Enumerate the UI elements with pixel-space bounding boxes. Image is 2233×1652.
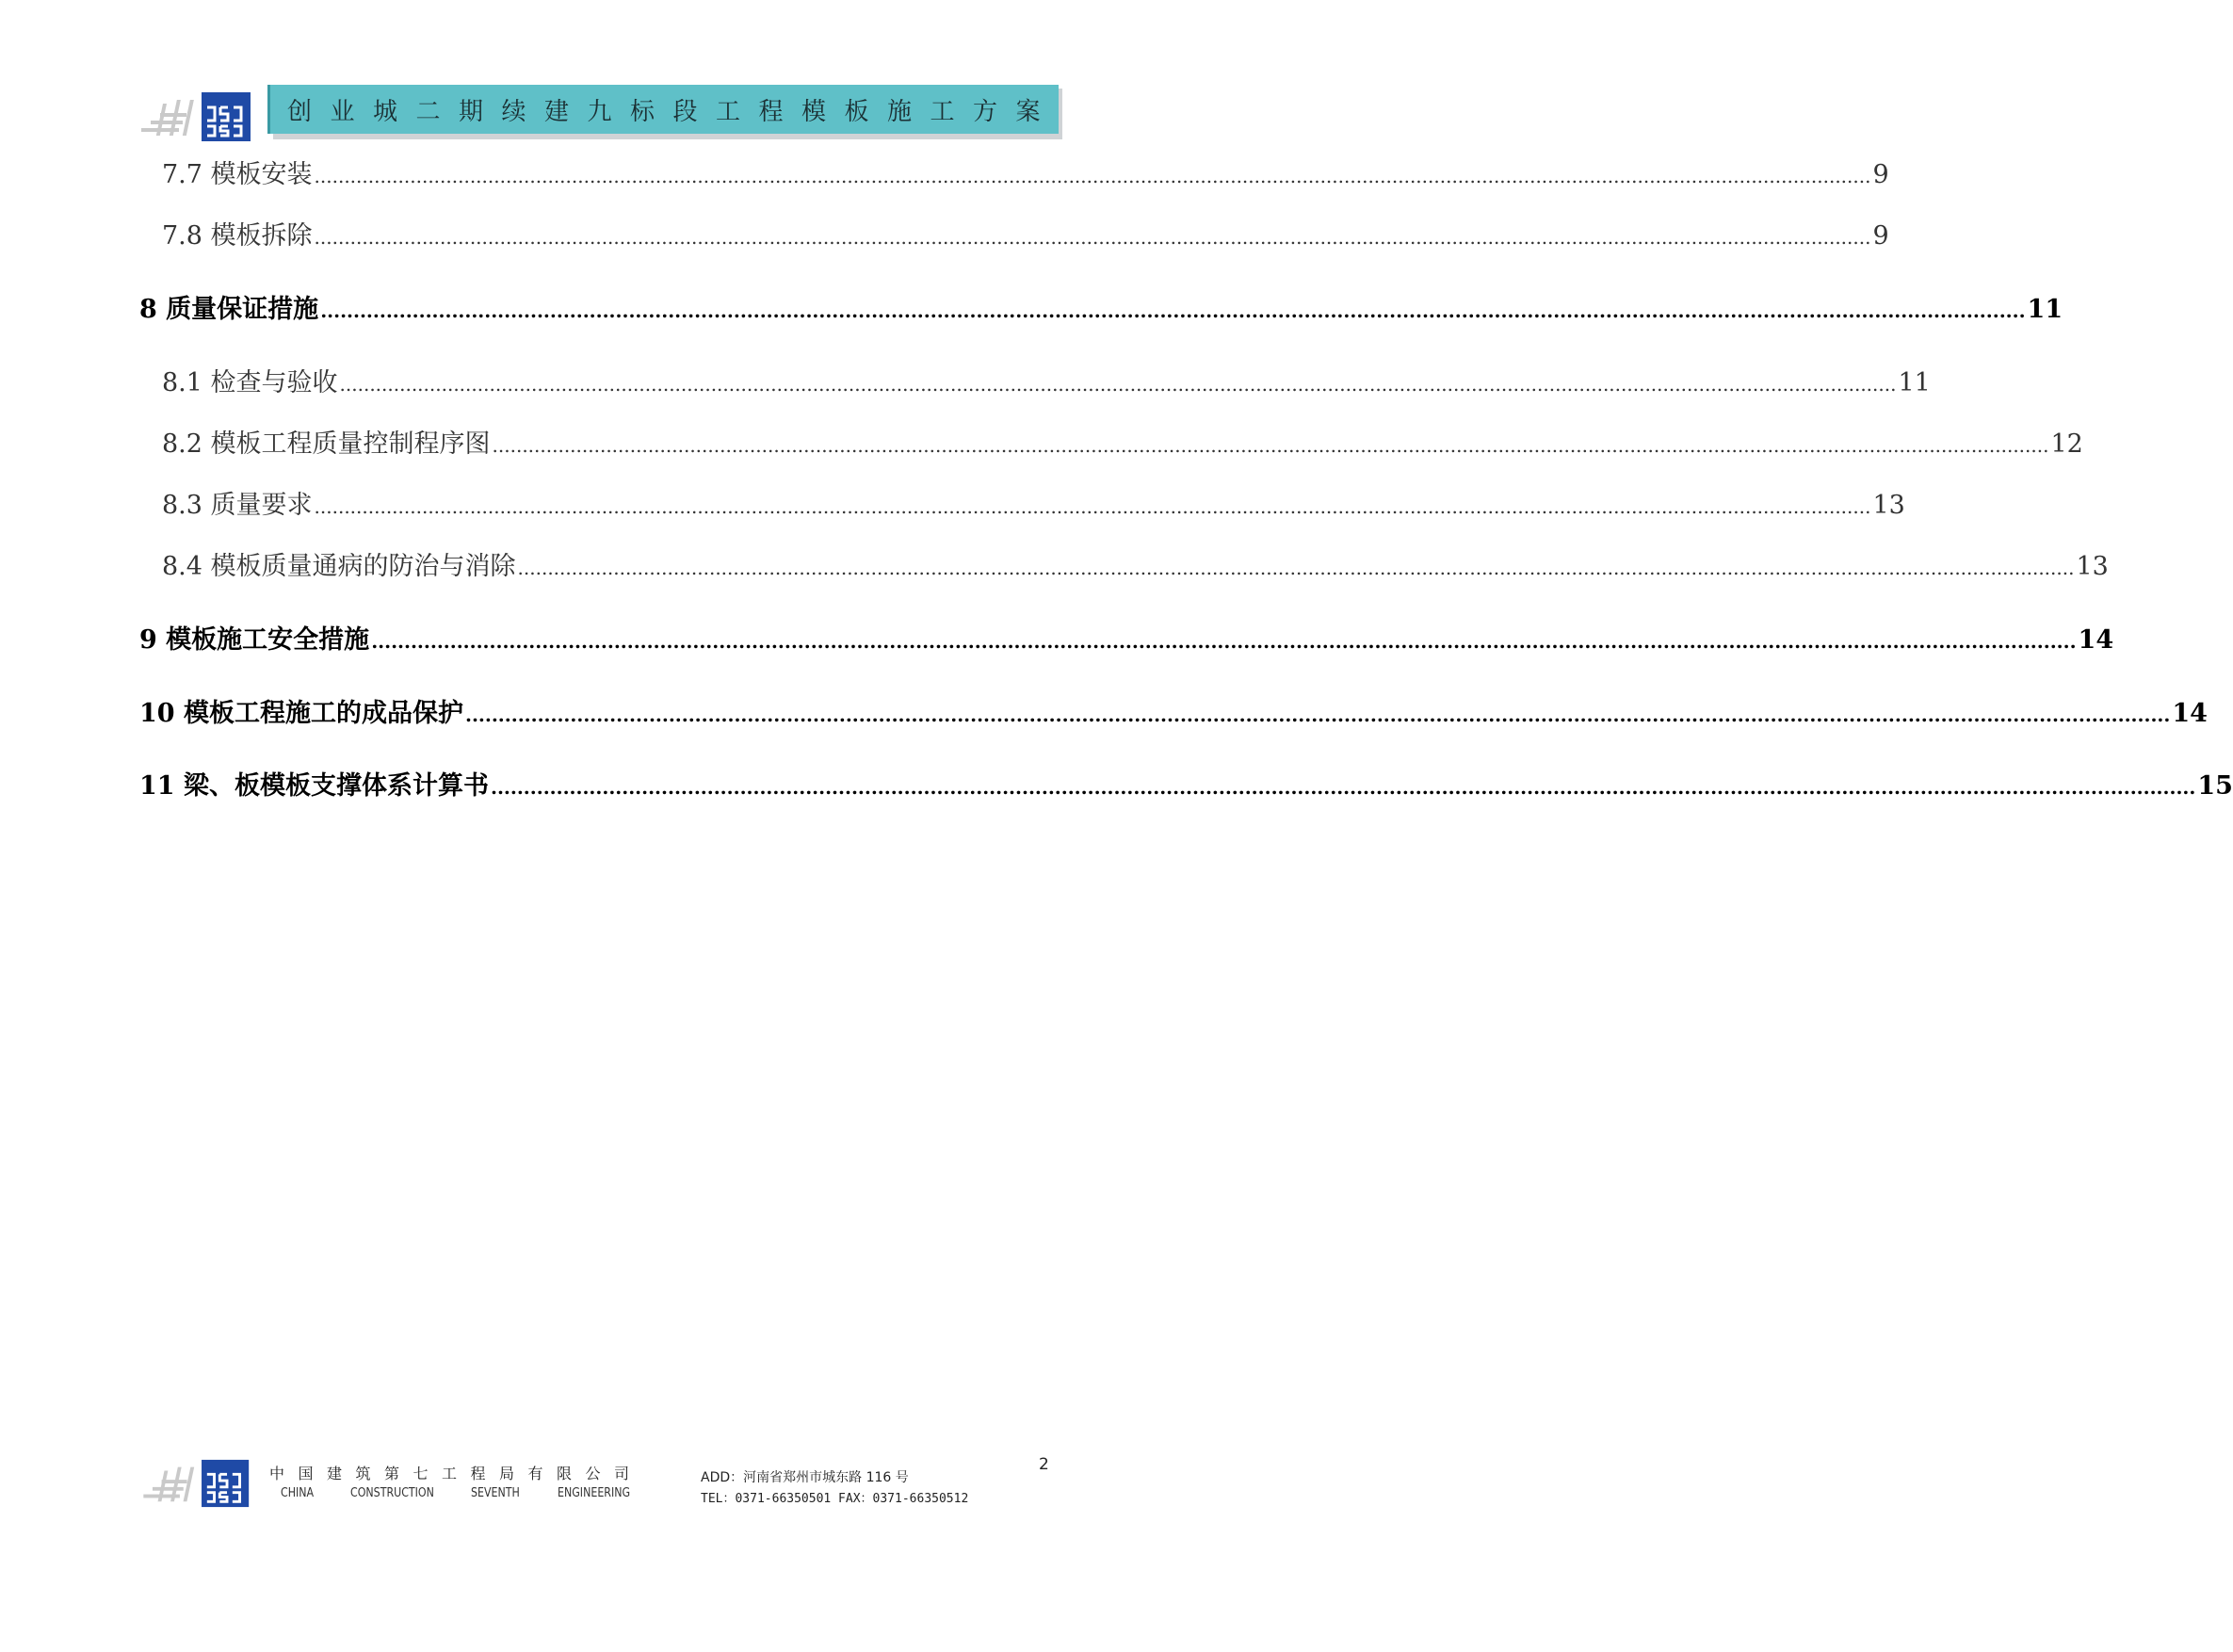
- footer-company-name-en-2: CONSTRUCTION: [350, 1486, 434, 1500]
- toc-entry[interactable]: [162, 362, 1931, 398]
- toc-entry-page: 15: [2197, 771, 2233, 801]
- company-logo: [141, 90, 264, 143]
- toc-entry[interactable]: [139, 765, 2233, 802]
- toc-dot-leader: ....................................................................................................................................................................................................................................................................: [492, 434, 2049, 457]
- toc-entry[interactable]: [139, 288, 2063, 325]
- toc-entry[interactable]: [162, 545, 2109, 582]
- page-number: 2: [1039, 1455, 1049, 1474]
- toc-entry[interactable]: [139, 619, 2114, 656]
- toc-entry-page: 9: [1872, 221, 1889, 251]
- footer-company-name-cn: 中国建筑第七工程局有限公司: [269, 1465, 643, 1482]
- toc-entry-label: 8 质量保证措施: [139, 295, 319, 324]
- toc-dot-leader: ....................................................................................................................................................................................................................................................................: [320, 300, 2026, 322]
- footer-company-name-en-1: CHINA: [281, 1486, 315, 1500]
- toc-dot-leader: ....................................................................................................................................................................................................................................................................: [339, 373, 1897, 396]
- header-band: [267, 85, 1059, 134]
- footer-company-name-en-3: SEVENTH: [471, 1486, 520, 1500]
- toc-dot-leader: ....................................................................................................................................................................................................................................................................: [314, 495, 1871, 518]
- toc-entry[interactable]: [162, 423, 2083, 460]
- toc-entry-label: 8.4 模板质量通病的防治与消除: [162, 552, 516, 581]
- toc-dot-leader: ....................................................................................................................................................................................................................................................................: [371, 630, 2077, 653]
- toc-entry[interactable]: [162, 484, 1905, 521]
- toc-entry-page: 9: [1872, 160, 1889, 189]
- toc-dot-leader: ....................................................................................................................................................................................................................................................................: [314, 226, 1871, 249]
- document-title: 创业城二期续建九标段工程模板施工方案: [287, 97, 1060, 126]
- footer-contact: TEL：0371-66350501 FAX：0371-66350512: [701, 1492, 969, 1506]
- toc-dot-leader: ....................................................................................................................................................................................................................................................................: [490, 776, 2196, 799]
- toc-entry-page: 13: [1872, 491, 1905, 520]
- toc-dot-leader: ....................................................................................................................................................................................................................................................................: [517, 557, 2075, 579]
- footer-company-logo: [141, 1458, 264, 1509]
- toc-entry-label: 9 模板施工安全措施: [139, 625, 370, 655]
- toc-entry-page: 13: [2076, 552, 2109, 581]
- toc-entry-label: 10 模板工程施工的成品保护: [139, 699, 463, 728]
- toc-dot-leader: ....................................................................................................................................................................................................................................................................: [464, 704, 2171, 726]
- toc-entry-label: 7.8 模板拆除: [162, 221, 313, 251]
- toc-entry-page: 14: [2172, 699, 2208, 728]
- toc-entry[interactable]: [162, 154, 1889, 190]
- footer-company-name-en-4: ENGINEERING: [558, 1486, 631, 1500]
- toc-entry-label: 7.7 模板安装: [162, 160, 313, 189]
- toc-entry-page: 11: [2027, 295, 2063, 324]
- toc-entry[interactable]: [162, 215, 1889, 251]
- toc-entry[interactable]: [139, 692, 2208, 729]
- footer-address: ADD：河南省郑州市城东路 116 号: [701, 1470, 909, 1485]
- toc-entry-label: 8.3 质量要求: [162, 491, 313, 520]
- toc-entry-label: 8.1 检查与验收: [162, 368, 338, 397]
- toc-entry-page: 11: [1898, 368, 1931, 397]
- toc-dot-leader: ....................................................................................................................................................................................................................................................................: [314, 165, 1871, 187]
- toc-entry-label: 11 梁、板模板支撑体系计算书: [139, 771, 489, 801]
- toc-entry-page: 14: [2078, 625, 2114, 655]
- toc-entry-page: 12: [2050, 429, 2083, 459]
- toc-entry-label: 8.2 模板工程质量控制程序图: [162, 429, 491, 459]
